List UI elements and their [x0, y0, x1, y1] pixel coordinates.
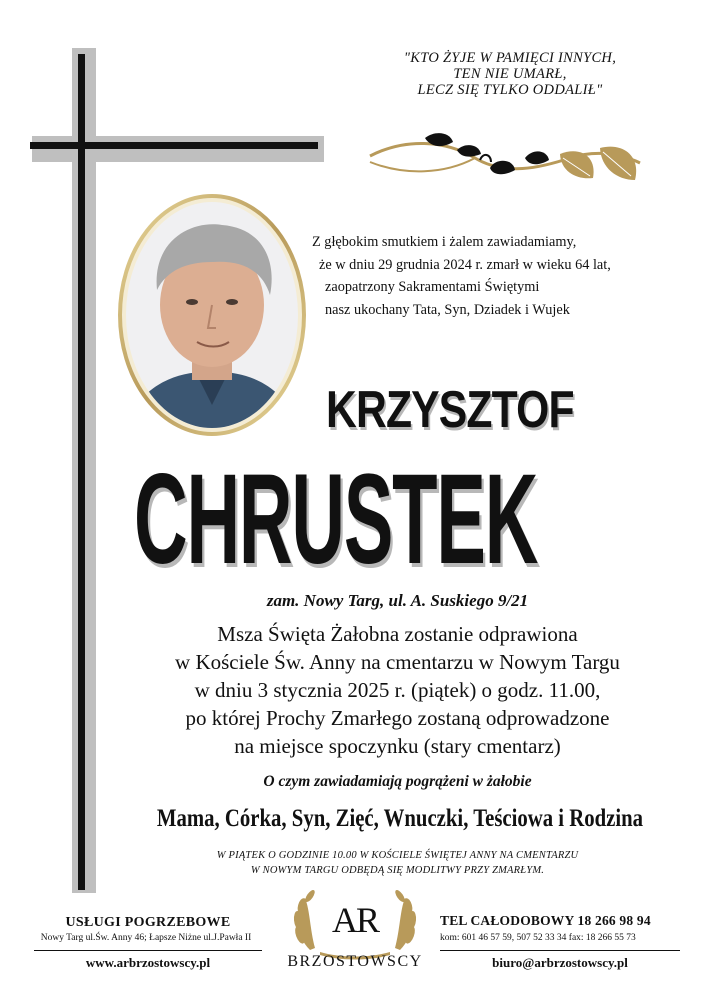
prayer-notice: [0, 848, 705, 878]
mass-line: na miejsce spoczynku (stary cmentarz): [234, 734, 561, 758]
mobile-fax-numbers: kom: 601 46 57 59, 507 52 33 34 fax: 18 266 55 73: [440, 933, 636, 943]
ivy-ornament-icon: [365, 128, 645, 198]
mourners-intro: O czym zawiadamiają pogrążeni w żałobie: [263, 773, 532, 790]
intro-line: zaopatrzony Sakramentami Świętymi: [325, 279, 540, 295]
mass-line: po której Prochy Zmarłego zostaną odprowadzone: [185, 706, 610, 730]
phone-24h: TEL CAŁODOBOWY 18 266 98 94: [440, 913, 651, 928]
mourners-names: Mama, Córka, Syn, Zięć, Wnuczki, Teściowa i Rodzina: [156, 805, 644, 832]
memorial-quote: [350, 50, 670, 98]
funeral-mass-info: [0, 620, 705, 760]
cross-shadow-horizontal: [32, 136, 324, 162]
footer-divider-left: [34, 950, 262, 951]
mass-line: w Kościele Św. Anny na cmentarzu w Nowym Targu: [175, 650, 620, 674]
quote-line: LECZ SIĘ TYLKO ODDALIŁ": [417, 82, 603, 98]
notice-line: W PIĄTEK O GODZINIE 10.00 W KOŚCIELE ŚWIĘTEJ ANNY NA CMENTARZU: [216, 850, 579, 861]
cross-vertical-bar: [78, 54, 85, 890]
deceased-portrait: [112, 190, 312, 440]
logo-company-name: BRZOSTOWSCY: [287, 953, 423, 970]
announcement-intro: [312, 231, 632, 321]
deceased-address: zam. Nowy Targ, ul. A. Suskiego 9/21: [266, 591, 529, 610]
website-link[interactable]: www.arbrzostowscy.pl: [85, 955, 211, 970]
cross-horizontal-bar: [30, 142, 318, 149]
logo-letters: AR: [331, 900, 378, 940]
email-link[interactable]: biuro@arbrzostowscy.pl: [492, 955, 628, 970]
notice-line: W NOWYM TARGU ODBĘDĄ SIĘ MODLITWY PRZY ZMARŁYM.: [250, 865, 545, 876]
mass-line: Msza Święta Żałobna zostanie odprawiona: [217, 622, 578, 646]
intro-line: że w dniu 29 grudnia 2024 r. zmarł w wieku 64 lat,: [319, 256, 611, 273]
footer-divider-right: [440, 950, 680, 951]
quote-line: TEN NIE UMARŁ,: [453, 66, 567, 82]
mass-line: w dniu 3 stycznia 2025 r. (piątek) o godz. 11.00,: [194, 678, 601, 702]
quote-line: "KTO ŻYJE W PAMIĘCI INNYCH,: [403, 50, 617, 66]
deceased-first-name: KRZYSZTOF: [326, 381, 574, 439]
deceased-last-name: CHRUSTEK: [134, 448, 538, 591]
intro-line: nasz ukochany Tata, Syn, Dziadek i Wujek: [325, 301, 570, 318]
intro-line: Z głębokim smutkiem i żalem zawiadamiamy,: [312, 234, 577, 250]
funeral-services-title: USŁUGI POGRZEBOWE: [65, 915, 231, 930]
funeral-services-address: Nowy Targ ul.Św. Anny 46; Łapsze Niżne ul.J.Pawła II: [40, 933, 252, 943]
